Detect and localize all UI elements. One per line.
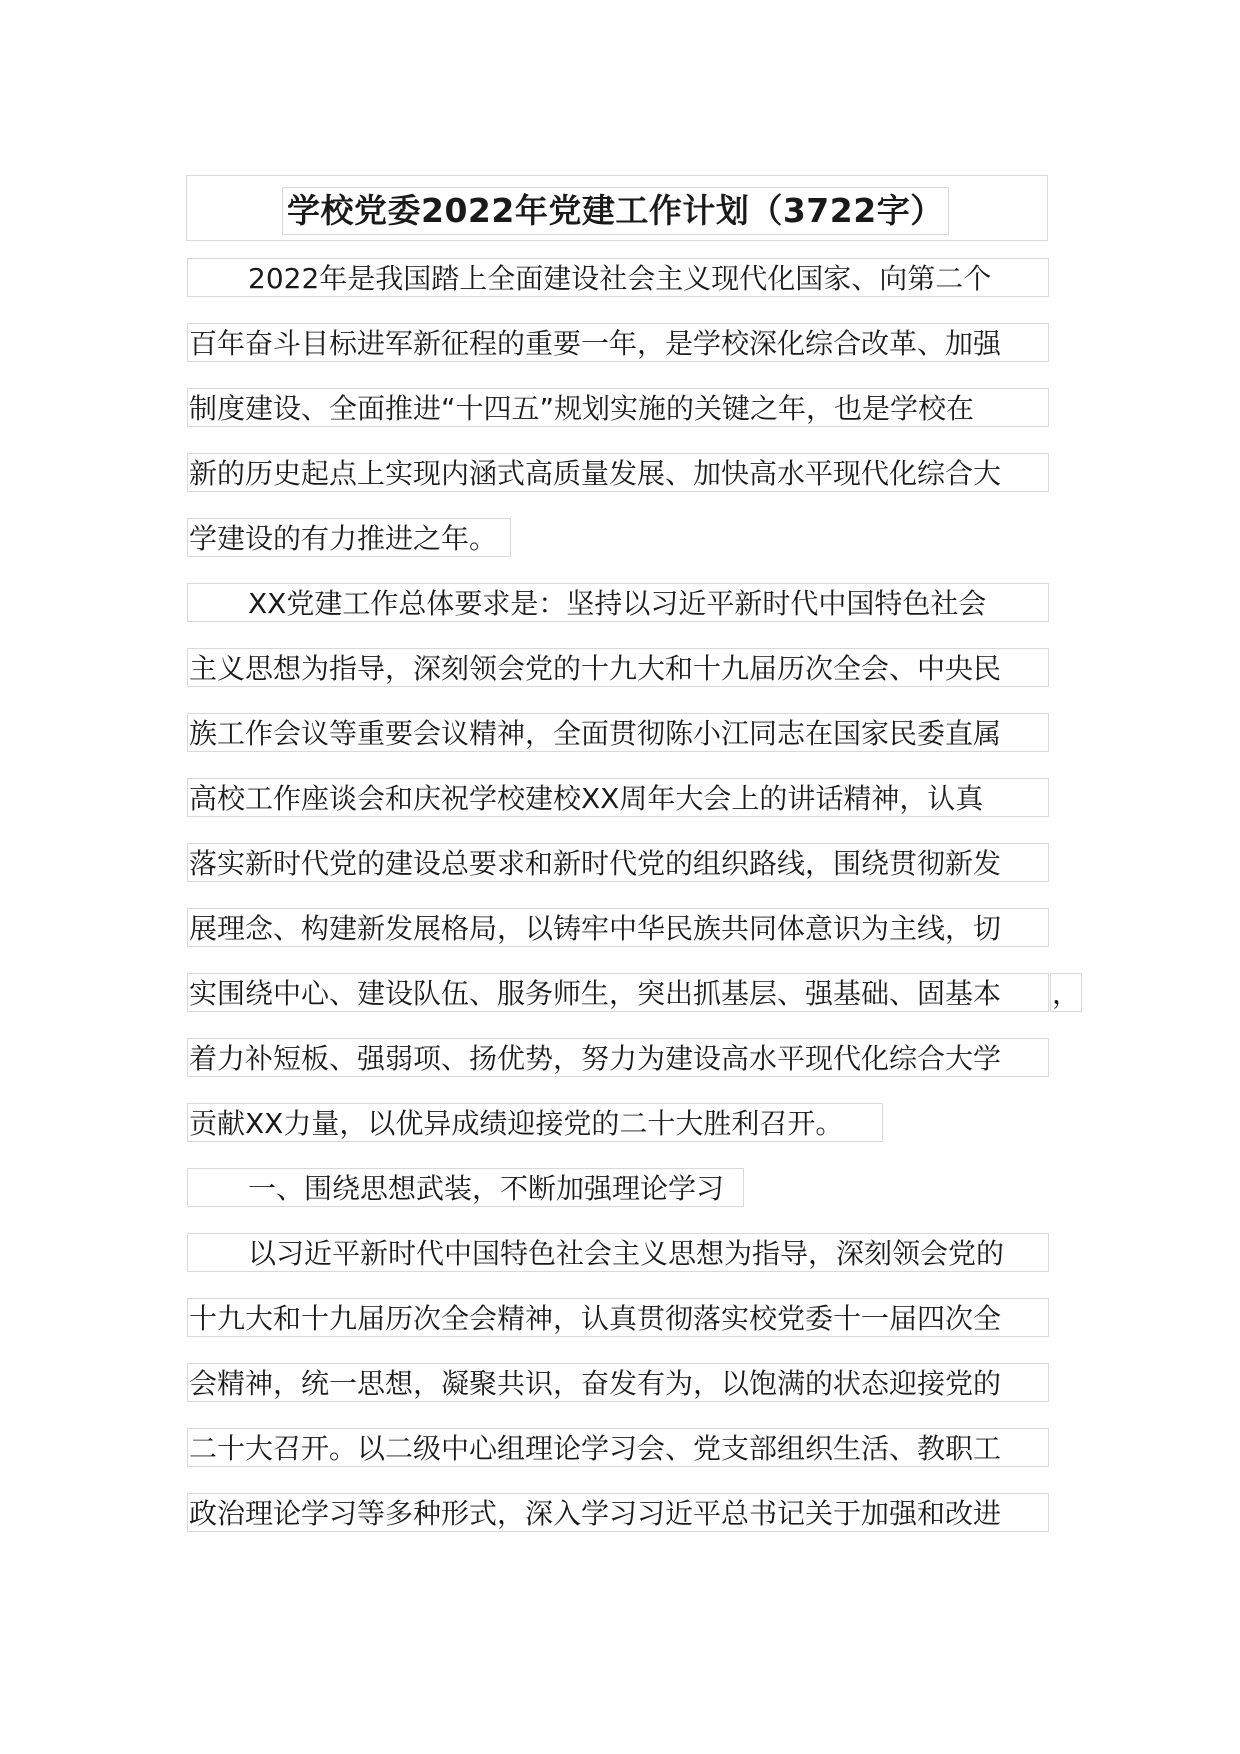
paragraph-2-line-2: 主义思想为指导，深刻领会党的十九大和十九届历次全会、中央民 bbox=[187, 648, 1049, 687]
document-title: 学校党委2022年党建工作计划（3722字） bbox=[282, 187, 949, 235]
paragraph-2-line-7: 实围绕中心、建设队伍、服务师生，突出抓基层、强基础、固基本 bbox=[187, 973, 1049, 1012]
paragraph-3-line-3: 会精神，统一思想，凝聚共识，奋发有为，以饱满的状态迎接党的 bbox=[187, 1363, 1049, 1402]
paragraph-3-line-1: 以习近平新时代中国特色社会主义思想为指导，深刻领会党的 bbox=[187, 1233, 1049, 1272]
section-heading-1: 一、围绕思想武装，不断加强理论学习 bbox=[187, 1168, 744, 1207]
paragraph-2-line-9: 贡献XX力量，以优异成绩迎接党的二十大胜利召开。 bbox=[187, 1103, 883, 1142]
paragraph-2-line-5: 落实新时代党的建设总要求和新时代党的组织路线，围绕贯彻新发 bbox=[187, 843, 1049, 882]
paragraph-1-line-2: 百年奋斗目标进军新征程的重要一年，是学校深化综合改革、加强 bbox=[187, 323, 1049, 362]
paragraph-1-line-3: 制度建设、全面推进“十四五”规划实施的关键之年，也是学校在 bbox=[187, 388, 1049, 427]
paragraph-1-line-4: 新的历史起点上实现内涵式高质量发展、加快高水平现代化综合大 bbox=[187, 453, 1049, 492]
paragraph-2-line-3: 族工作会议等重要会议精神，全面贯彻陈小江同志在国家民委直属 bbox=[187, 713, 1049, 752]
paragraph-2-line-4: 高校工作座谈会和庆祝学校建校XX周年大会上的讲话精神，认真 bbox=[187, 778, 1049, 817]
paragraph-2-line-8: 着力补短板、强弱项、扬优势，努力为建设高水平现代化综合大学 bbox=[187, 1038, 1049, 1077]
paragraph-3-line-2: 十九大和十九届历次全会精神，认真贯彻落实校党委十一届四次全 bbox=[187, 1298, 1049, 1337]
paragraph-3-line-4: 二十大召开。以二级中心组理论学习会、党支部组织生活、教职工 bbox=[187, 1428, 1049, 1467]
paragraph-2-line-6: 展理念、构建新发展格局，以铸牢中华民族共同体意识为主线，切 bbox=[187, 908, 1049, 947]
paragraph-2-line-1: XX党建工作总体要求是：坚持以习近平新时代中国特色社会 bbox=[187, 583, 1049, 622]
paragraph-1-line-1: 2022年是我国踏上全面建设社会主义现代化国家、向第二个 bbox=[187, 258, 1049, 297]
paragraph-1-line-5: 学建设的有力推进之年。 bbox=[187, 518, 511, 557]
overflow-punctuation: ， bbox=[1050, 973, 1082, 1012]
paragraph-3-line-5: 政治理论学习等多种形式，深入学习习近平总书记关于加强和改进 bbox=[187, 1493, 1049, 1532]
